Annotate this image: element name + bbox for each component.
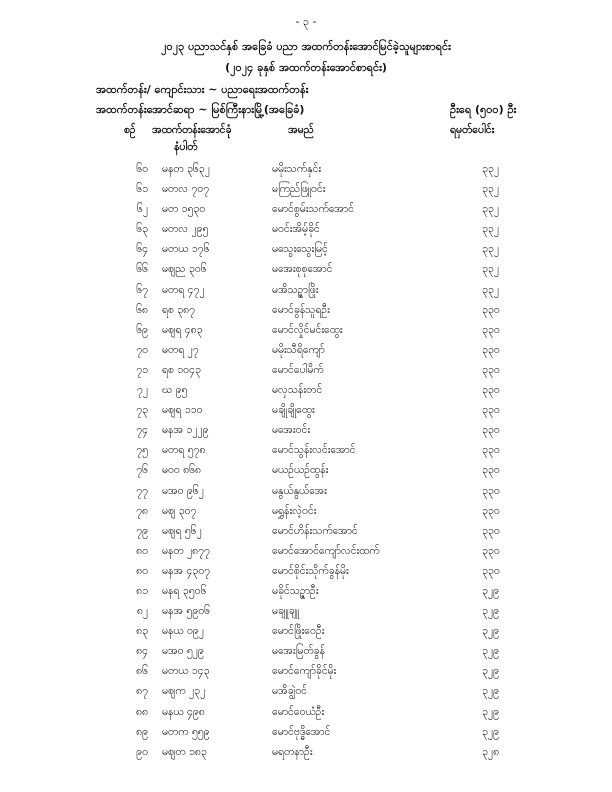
row-number: ၈၇ bbox=[136, 685, 148, 698]
student-name: မောင်ကျော်ခိုင်မိုး bbox=[272, 665, 337, 678]
roll-number: မနယ ၀၉၂ bbox=[162, 625, 204, 638]
student-name: မောင်ဗုဒ္ဓိအောင် bbox=[272, 725, 331, 738]
total-marks: ၃၂၉ bbox=[482, 625, 499, 638]
student-name: မရတနာဦး bbox=[272, 745, 313, 758]
student-name: မောင်စွမ်းသက်အောင် bbox=[272, 203, 354, 216]
student-name: မအေးစုစုအောင် bbox=[272, 263, 333, 276]
student-name: မအိချွဲဝင် bbox=[272, 685, 307, 698]
roll-number: မဈ ၃၀၇ bbox=[162, 504, 197, 517]
total-marks: ၃၃၀ bbox=[482, 464, 500, 477]
table-row bbox=[0, 221, 612, 241]
table-row bbox=[0, 543, 612, 563]
row-number: ၆၀ bbox=[136, 163, 148, 175]
total-marks: ၃၃၂ bbox=[482, 243, 499, 256]
table-row bbox=[0, 241, 612, 261]
student-name: မမိုးသက်နှင်း bbox=[272, 163, 322, 175]
student-name: မောင်ခွန်သူရဦး bbox=[272, 303, 330, 316]
row-number: ၈၀ bbox=[136, 564, 148, 577]
roll-number: ရစ ၁၀၄၃ bbox=[162, 363, 201, 376]
total-marks: ၃၃၂ bbox=[482, 223, 499, 236]
total-marks: ၃၃၂ bbox=[482, 163, 499, 175]
row-number: ၆၉ bbox=[136, 323, 148, 336]
roll-number: မအ၀ ၅၂၉ bbox=[162, 645, 204, 658]
table-row bbox=[0, 563, 612, 583]
total-marks: ၃၂၈ bbox=[482, 745, 500, 758]
total-marks: ၃၂၉ bbox=[482, 605, 499, 618]
roll-number: မဈရ ၁၁၀ bbox=[162, 404, 203, 417]
row-number: ၆၇ bbox=[136, 283, 148, 296]
row-number: ၆၆ bbox=[136, 263, 148, 276]
row-number: ၇၂ bbox=[136, 384, 148, 397]
student-name: မောင်ပေါမိက် bbox=[272, 363, 324, 376]
student-name: မအေးဝင်း bbox=[272, 424, 310, 437]
total-marks: ၃၃၂ bbox=[482, 183, 499, 196]
table-row bbox=[0, 181, 612, 201]
table-row bbox=[0, 523, 612, 543]
table-row bbox=[0, 704, 612, 724]
student-name: မအေးမြတ်ခွန် bbox=[272, 645, 325, 658]
row-number: ၇၁ bbox=[136, 363, 148, 376]
student-name: မဝင်းအိမ့်ခိုင် bbox=[272, 223, 320, 236]
student-name: မောင်လှိုင်မင်းထွေး bbox=[272, 323, 343, 336]
student-name: မောင်ဝေယံဦး bbox=[272, 705, 325, 718]
table-row bbox=[0, 261, 612, 281]
total-marks: ၃၃၂ bbox=[482, 283, 499, 296]
candidate-count: ဦးရေ (၅၀၀) ဦး bbox=[450, 103, 517, 116]
total-marks: ၃၃၀ bbox=[482, 384, 500, 397]
roll-number: ရစ ၃၈၇ bbox=[162, 303, 196, 316]
total-marks: ၃၂၉ bbox=[482, 584, 499, 597]
roll-number: မအ၀ ၉၆၂ bbox=[162, 484, 204, 497]
row-number: ၉၀ bbox=[136, 745, 148, 758]
roll-number: မနတ ၂၈၇၇ bbox=[162, 544, 210, 557]
roll-number: မတရ ၂၇ bbox=[162, 343, 199, 356]
table-row bbox=[0, 663, 612, 683]
total-marks: ၃၂၉ bbox=[482, 685, 499, 698]
roll-number: မဈရ ၄၈၃ bbox=[162, 323, 203, 336]
row-number: ၈၈ bbox=[136, 705, 148, 718]
total-marks: ၃၃၀ bbox=[482, 424, 500, 437]
table-row bbox=[0, 724, 612, 744]
row-number: ၆၃ bbox=[136, 223, 148, 236]
results-table bbox=[0, 161, 612, 764]
row-number: ၆၂ bbox=[136, 203, 148, 216]
row-number: ၇၈ bbox=[136, 504, 148, 517]
student-name: မခိုင်သဉ္ဇာဦး bbox=[272, 584, 319, 597]
table-row bbox=[0, 422, 612, 442]
total-marks: ၃၃၀ bbox=[482, 303, 500, 316]
table-row bbox=[0, 382, 612, 402]
document-subtitle: (၂၀၂၄ ခုနှစ် အထက်တန်းအောင်စာရင်း) bbox=[225, 61, 387, 74]
total-marks: ၃၃၀ bbox=[482, 323, 500, 336]
table-row bbox=[0, 583, 612, 603]
total-marks: ၃၂၉ bbox=[482, 705, 499, 718]
roll-number: မနယ ၄၉၈ bbox=[162, 705, 205, 718]
row-number: ၈၁ bbox=[136, 584, 148, 597]
row-number: ၇၅ bbox=[136, 444, 148, 457]
total-marks: ၃၃၀ bbox=[482, 564, 500, 577]
total-marks: ၃၃၂ bbox=[482, 263, 499, 276]
row-number: ၈၉ bbox=[136, 725, 148, 738]
total-marks: ၃၃၀ bbox=[482, 524, 500, 537]
roll-number: မတယ ၁၇၆ bbox=[162, 243, 210, 256]
table-row bbox=[0, 442, 612, 462]
student-name: မလှသန်းတင် bbox=[272, 384, 323, 397]
roll-number: မတလ ၂၉၅ bbox=[162, 223, 209, 236]
total-marks: ၃၃၀ bbox=[482, 404, 500, 417]
roll-number: မနအ ၄၃၀၇ bbox=[162, 564, 211, 577]
header-roll-number: အထက်တန်းအောင်ခုံ bbox=[152, 124, 232, 136]
student-name: မရွှန်းလဲ့ဝင်း bbox=[272, 504, 317, 517]
total-marks: ၃၃၀ bbox=[482, 544, 500, 557]
table-row bbox=[0, 302, 612, 322]
row-number: ၈၂ bbox=[136, 605, 148, 618]
total-marks: ၃၃၂ bbox=[482, 203, 499, 216]
roll-number: မတရ ၄၇၂ bbox=[162, 283, 205, 296]
district-label: အထက်တန်းအောင်ဆရာ ~ မြစ်ကြီးနားမြို့(အခြေခံ) bbox=[96, 103, 305, 116]
student-name: မကြည်ဖြူဝင်း bbox=[272, 183, 326, 196]
total-marks: ၃၂၉ bbox=[482, 725, 499, 738]
header-roll-number-line2: နံပါတ် bbox=[174, 141, 198, 153]
table-row bbox=[0, 462, 612, 482]
table-row bbox=[0, 201, 612, 221]
table-row bbox=[0, 342, 612, 362]
roll-number: မဝ၀ ၈၆၈ bbox=[162, 464, 202, 477]
table-row bbox=[0, 161, 612, 181]
row-number: ၈၄ bbox=[136, 645, 148, 658]
table-row bbox=[0, 744, 612, 764]
table-row bbox=[0, 603, 612, 623]
row-number: ၇၉ bbox=[136, 524, 148, 537]
page-number: - ၃ - bbox=[295, 15, 317, 28]
table-row bbox=[0, 683, 612, 703]
row-number: ၈၆ bbox=[136, 665, 148, 678]
roll-number: မနတ ၃၆၃၂ bbox=[162, 163, 210, 175]
roll-number: ဃ ၉၅ bbox=[162, 384, 188, 397]
roll-number: မဈတ ၁၈၃ bbox=[162, 745, 207, 758]
total-marks: ၃၃၀ bbox=[482, 484, 500, 497]
student-name: မသွေးသွေးမြင့် bbox=[272, 243, 328, 256]
total-marks: ၃၃၀ bbox=[482, 444, 500, 457]
row-number: ၈၀ bbox=[136, 544, 148, 557]
student-name: မချူချူ bbox=[272, 605, 300, 618]
row-number: ၆၈ bbox=[136, 303, 148, 316]
roll-number: မဈရ ၅၆၂ bbox=[162, 524, 202, 537]
student-name: မမိုးသီရိကျော် bbox=[272, 343, 325, 356]
table-row bbox=[0, 322, 612, 342]
student-name: မနွယ်နွယ်အေး bbox=[272, 484, 327, 497]
document-title: ၂၀၂၃ ပညာသင်နှစ် အခြေခံ ပညာ အထက်တန်းအောင်မြင်ခဲ့သူများစာရင်း bbox=[161, 40, 451, 53]
student-name: မယဉ်ယဉ်ထွန်း bbox=[272, 464, 329, 477]
student-name: မောင်အောင်ကျော်လင်းထက် bbox=[272, 544, 380, 557]
total-marks: ၃၂၉ bbox=[482, 665, 499, 678]
row-number: ၇၄ bbox=[136, 424, 148, 437]
table-row bbox=[0, 503, 612, 523]
roll-number: မဈက ၂၃၂ bbox=[162, 685, 206, 698]
table-row bbox=[0, 362, 612, 382]
table-row bbox=[0, 402, 612, 422]
roll-number: မနအ ၅၉၀၆ bbox=[162, 605, 211, 618]
total-marks: ၃၂၉ bbox=[482, 645, 499, 658]
row-number: ၇၀ bbox=[136, 343, 148, 356]
student-name: မအိသဉ္ဇာဖြိုး bbox=[272, 283, 319, 296]
student-name: မောင်သွန်းလင်းအောင် bbox=[272, 444, 356, 457]
roll-number: မဈည ၃၀၆ bbox=[162, 263, 207, 276]
roll-number: မနရ ၃၅၀၆ bbox=[162, 584, 207, 597]
row-number: ၈၃ bbox=[136, 625, 148, 638]
table-row bbox=[0, 643, 612, 663]
header-no: စဉ် bbox=[124, 124, 136, 136]
level-label: အထက်တန်း/ ကျောင်းသား ~ ပညာရေးအထက်တန်း bbox=[96, 83, 309, 96]
roll-number: မတယ ၁၄၃ bbox=[162, 665, 210, 678]
roll-number: မတ ၁၅၃၀ bbox=[162, 203, 206, 216]
total-marks: ၃၃၀ bbox=[482, 363, 500, 376]
table-row bbox=[0, 282, 612, 302]
header-name: အမည် bbox=[288, 124, 314, 136]
student-name: မချိုချိုထွေး bbox=[272, 404, 315, 417]
roll-number: မနအ ၁၂၂၉ bbox=[162, 424, 209, 437]
student-name: မောင်ဖြိုးဝေဦး bbox=[272, 625, 325, 638]
row-number: ၆၄ bbox=[136, 243, 148, 256]
row-number: ၆၁ bbox=[136, 183, 148, 196]
student-name: မောင်စိုင်းသိုက်ခွန်မိုး bbox=[272, 564, 349, 577]
total-marks: ၃၃၀ bbox=[482, 343, 500, 356]
table-row bbox=[0, 623, 612, 643]
total-marks: ၃၃၀ bbox=[482, 504, 500, 517]
roll-number: မတရ ၅၇၈ bbox=[162, 444, 206, 457]
table-row bbox=[0, 483, 612, 503]
roll-number: မတလ ၇၀၇ bbox=[162, 183, 210, 196]
row-number: ၇၆ bbox=[136, 464, 148, 477]
row-number: ၇၃ bbox=[136, 404, 148, 417]
roll-number: မတက ၅၅၉ bbox=[162, 725, 210, 738]
header-total-marks: ရမှတ်ပေါင်း bbox=[450, 124, 495, 136]
student-name: မောင်ဟိန်းသက်အောင် bbox=[272, 524, 358, 537]
row-number: ၇၇ bbox=[136, 484, 148, 497]
